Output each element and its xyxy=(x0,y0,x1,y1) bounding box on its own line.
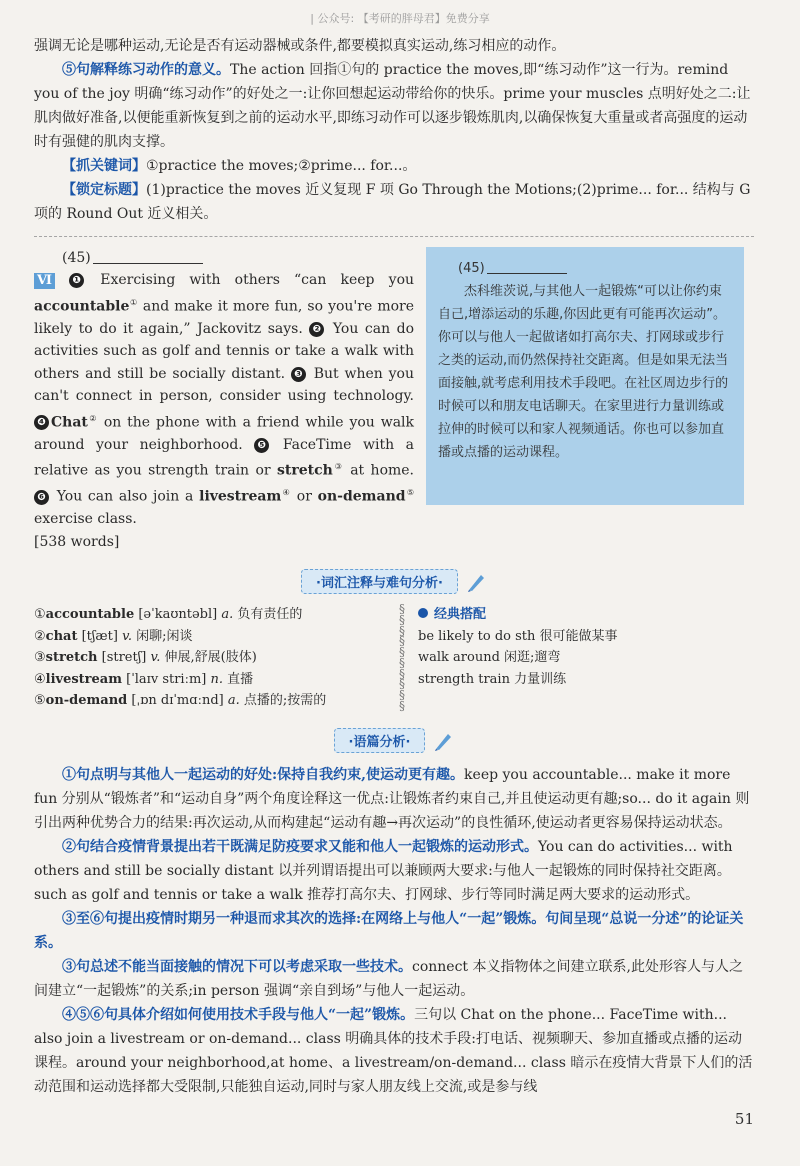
divider xyxy=(34,236,754,237)
collocations-header xyxy=(418,604,754,626)
vocab-item xyxy=(34,604,392,626)
analysis-head: ②句结合疫情背景提出若干既满足防疫要求又能和他人一起锻炼的运动形式。 xyxy=(62,838,538,855)
sentence-text: or xyxy=(296,488,312,505)
vocab-item xyxy=(34,669,392,691)
sentence5-head: ⑤句解释练习动作的意义。 xyxy=(62,62,230,78)
page-number: 51 xyxy=(734,1110,754,1128)
vocab-phonetic: [ˌɒn dɪˈmɑːnd] xyxy=(131,693,224,709)
vocab-word: accountable xyxy=(34,298,130,315)
footnote-marker: ⑤ xyxy=(405,488,414,498)
sentence-text: You can also join a xyxy=(56,488,194,505)
paragraph-six xyxy=(34,269,414,553)
analysis-body: 三句以 Chat on the phone... FaceTime with... also join a livestream or on-demand... class 明确具体的技术手段:打电话、视频聊天、参加直播或点播的运动课程。around your neighborhood,at home、a livestream/on-demand... class 暗示在疫情大背景下人们的活动范围和运动选择都大受限制,只能独自运动,同时与家人朋友线上交流,或是参与线 xyxy=(34,1006,753,1095)
vocab-word: on-demand xyxy=(317,488,406,505)
translation-question-number: (45) xyxy=(458,261,485,276)
vocab-phonetic: [tʃæt] xyxy=(81,628,118,644)
vocab-pos: a. xyxy=(221,606,234,622)
sentence-text: on the phone with a friend while you walk around your neighborhood. xyxy=(34,414,415,453)
vocab-section xyxy=(34,601,754,714)
vocab-phonetic: [ˈlaɪv striːm] xyxy=(126,671,207,687)
sentence-number: ❷ xyxy=(309,322,324,337)
question-number: (45) xyxy=(62,250,91,266)
vocab-pos: v. xyxy=(150,650,161,666)
vocab-meaning: 直播 xyxy=(227,671,254,687)
sentence5-analysis xyxy=(34,58,754,154)
sentence-number: ❶ xyxy=(69,273,84,288)
sentence-number: ❸ xyxy=(291,367,306,382)
vocab-pos: n. xyxy=(210,671,224,687)
passage-english xyxy=(34,247,414,553)
vocab-meaning: 闲聊;闲谈 xyxy=(136,628,193,644)
pen-icon xyxy=(432,730,454,752)
collocations-title: 经典搭配 xyxy=(434,606,487,622)
vocab-word: stretch xyxy=(45,650,98,666)
collocation-item: be likely to do sth 很可能做某事 xyxy=(418,628,618,644)
vocab-item xyxy=(34,626,392,648)
vocab-word: on-demand xyxy=(45,693,128,709)
analysis-body: You can do activities... with others and still be socially distant 以并列谓语提出可以兼顾两大要求:与他人一起锻炼的同时保持社交距离。such as golf and tennis or take a walk 推荐打高尔夫、打网球、步行等同时满足两大要求的运动形式。 xyxy=(34,838,733,903)
vocab-phonetic: [stretʃ] xyxy=(101,650,147,666)
footnote-marker: ② xyxy=(87,413,98,423)
footnote-marker: ① xyxy=(129,297,138,307)
translation-text: 杰科维茨说,与其他人一起锻炼“可以让你约束自己,增添运动的乐趣,你因此更有可能再次运动”。你可以与他人一起做诸如打高尔夫、打网球或步行之类的运动,而仍然保持社交距离。但是如果无法当面接触,就考虑利用技术手段吧。在社区周边步行的时候可以和朋友电话聊天。在家里进行力量训练或拉伸的时候可以和家人视频通话。你也可以参加直播或点播的运动课程。 xyxy=(438,284,729,460)
analysis-section-header xyxy=(34,728,754,753)
translation-blank-line xyxy=(438,257,734,280)
word-count: [538 words] xyxy=(34,533,120,550)
sentence-text: and make it more fun, so you're more likely to do it again,” Jackovitz says. xyxy=(34,298,415,337)
page-content xyxy=(34,34,754,1099)
vocab-index: ③ xyxy=(34,650,46,666)
vocab-word: stretch xyxy=(276,462,333,479)
vocab-word: livestream xyxy=(45,671,122,687)
sentence-number: ❹ xyxy=(34,415,49,430)
vocab-section-header xyxy=(34,569,754,594)
sentence-number: ❻ xyxy=(34,490,49,505)
sentence-number: ❺ xyxy=(254,438,269,453)
vocab-section-title: ·词汇注释与难句分析· xyxy=(301,569,458,594)
vocab-index: ② xyxy=(34,628,46,644)
sentence5-body: The action 回指①句的 practice the moves,即“练习动作”这一行为。remind you of the joy 明确“练习动作”的好处之一:让你回想起运动带给你的快乐。prime your muscles 点明好处之二:让肌肉做好准备,以便能重新恢复到之前的运动水平,即练习动作可以逐步锻炼肌肉,以确保恢复大重量或者高强度的运动时有强健的肌肉支撑。 xyxy=(34,62,751,150)
vocab-word: livestream xyxy=(199,488,282,505)
lock-title-label: 【锁定标题】 xyxy=(62,182,146,198)
analysis-paragraph xyxy=(34,1003,754,1099)
vocab-item xyxy=(34,690,392,712)
analysis-head: ③至⑥句提出疫情时期另一种退而求其次的选择:在网络上与他人“一起”锻炼。句间呈现“总说一分述”的论证关系。 xyxy=(34,910,744,951)
vocab-index: ④ xyxy=(34,671,46,687)
translation-panel xyxy=(426,247,744,505)
analysis-head: ③句总述不能当面接触的情况下可以考虑采取一些技术。 xyxy=(62,958,412,975)
sentence-text: But when you can't connect in person, consider using technology. xyxy=(34,365,415,405)
vocab-item xyxy=(34,647,392,669)
translation-blank xyxy=(487,259,567,274)
lock-title-text: (1)practice the moves 近义复现 F 项 Go Through the Motions;(2)prime... for... 结构与 G 项的 Round Out 近义相关。 xyxy=(34,182,751,222)
vocab-index: ⑤ xyxy=(34,693,46,709)
keywords-label: 【抓关键词】 xyxy=(62,158,146,174)
analysis-body: keep you accountable... make it more fun 分别从“锻炼者”和“运动自身”两个角度诠释这一优点:让锻炼者约束自己,并且使运动更有趣;so... do it again 则引出两种优势合力的结果:再次运动,从而构建起“运动有趣→再次运动”的良性循环,使运动者更容易保持运动状态。 xyxy=(34,766,750,831)
analysis-paragraph xyxy=(34,835,754,907)
analysis-section xyxy=(34,763,754,1099)
sentence-text: You can do activities such as golf and tennis or take a walk with others and still be socially distant. xyxy=(34,320,415,382)
collocations xyxy=(412,604,754,712)
sentence-text: at home. xyxy=(350,462,415,479)
question-blank-line xyxy=(34,247,414,269)
vocab-pos: v. xyxy=(122,628,133,644)
keywords-line xyxy=(34,154,754,178)
collocation-item: strength train 力量训练 xyxy=(418,671,567,687)
vocab-word: Chat xyxy=(51,414,88,431)
vocab-divider: § § § § § § § § § § xyxy=(399,601,405,714)
footnote-marker: ④ xyxy=(281,488,292,498)
vocab-word: accountable xyxy=(45,606,135,622)
keywords-text: ①practice the moves;②prime... for...。 xyxy=(146,158,417,174)
vocab-phonetic: [əˈkaʊntəbl] xyxy=(138,606,218,622)
vocab-pos: a. xyxy=(227,693,240,709)
sentence-text: exercise class. xyxy=(34,511,137,528)
lock-title-line xyxy=(34,178,754,226)
vocab-word: chat xyxy=(45,628,78,644)
top-line: 强调无论是哪种运动,无论是否有运动器械或条件,都要模拟真实运动,练习相应的动作。 xyxy=(34,38,566,54)
analysis-body: connect 本义指物体之间建立联系,此处形容人与人之间建立“一起锻炼”的关系;in person 强调“亲自到场”与他人一起运动。 xyxy=(34,958,743,999)
analysis-head: ④⑤⑥句具体介绍如何使用技术手段与他人“一起”锻炼。 xyxy=(62,1006,415,1023)
vocab-meaning: 负有责任的 xyxy=(237,606,303,622)
vocab-meaning: 点播的;按需的 xyxy=(243,693,327,709)
paragraph-tag: Ⅵ xyxy=(34,273,55,289)
sentence-text: FaceTime with a relative as you strength train or xyxy=(34,436,414,479)
bullet-dot-icon xyxy=(418,608,428,618)
vocab-list xyxy=(34,604,392,712)
vocab-meaning: 伸展,舒展(肢体) xyxy=(164,650,257,666)
watermark: | 公众号: 【考研的胖母君】免费分享 xyxy=(310,12,490,25)
analysis-section-title: ·语篇分析· xyxy=(334,728,426,753)
pen-icon xyxy=(465,571,487,593)
analysis-paragraph xyxy=(34,955,754,1003)
collocation-item: walk around 闲逛;遛弯 xyxy=(418,650,561,666)
analysis-head: ①句点明与其他人一起运动的好处:保持自我约束,使运动更有趣。 xyxy=(62,766,465,783)
footnote-marker: ③ xyxy=(332,461,344,471)
analysis-paragraph xyxy=(34,763,754,835)
answer-blank[interactable] xyxy=(93,249,203,264)
sentence-text: Exercising with others “can keep you xyxy=(100,272,415,289)
passage-section xyxy=(34,247,754,553)
vocab-index: ① xyxy=(34,606,46,622)
analysis-paragraph xyxy=(34,907,754,955)
